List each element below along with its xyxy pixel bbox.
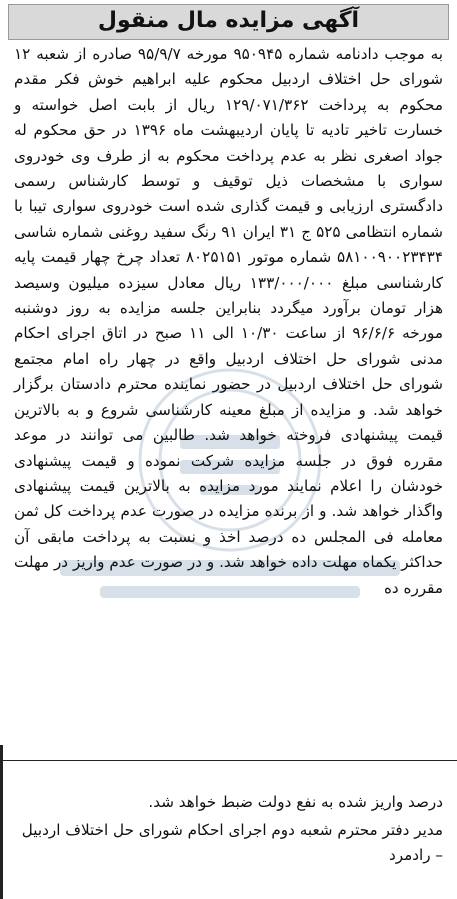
notice-title: آگهی مزایده مال منقول <box>97 8 360 33</box>
notice-body: به موجب دادنامه شماره ۹۵۰۹۴۵ مورخه ۹۵/۹/۷ صادره از شعبه ۱۲ شورای حل اختلاف اردبیل محکوم علیه ابراهیم خوش فکر مقدم محکوم به پرداخت ۱۲۹/۰۷۱/۳۶۲ ریال از بابت اصل خواسته و خسارت تاخیر تادیه تا پایان اردیبهشت ماه ۱۳۹۶ در حق محکوم له جواد اصغری نظر به عدم پرداخت محکوم به از طرف وی خودروی سواری با مشخصات ذیل توقیف و توسط کارشناس رسمی دادگستری ارزیابی و قیمت گذاری شده است خودروی سواری تیبا با شماره انتظامی ۵۲۵ ج ۳۱ ایران ۹۱ رنگ سفید روغنی شماره شاسی ۵۸۱۰۰۹۰۰۲۳۴۳۴ شماره موتور ۸۰۲۵۱۵۱ تعداد چرخ چهار قیمت پایه کارشناسی مبلغ ۱۳۳/۰۰۰/۰۰۰ ریال معادل سیزده میلیون وسیصد هزار تومان برآورد میگردد بنابراین جلسه مزایده به روز دوشنبه مورخه ۹۶/۶/۶ از ساعت ۱۰/۳۰ الی ۱۱ صبح در اتاق اجرای احکام مدنی شورای حل اختلاف اردبیل واقع در چهار راه امام مجتمع شورای حل اختلاف اردبیل در حضور نماینده محترم دادستان برگزار خواهد شد. و مزایده از مبلغ معینه کارشناسی شروع و به بالاترین قیمت پیشنهادی فروخته خواهد شد. طالبین می توانند در موعد مقرره فوق در جلسه مزایده شرکت نموده و قیمت پیشنهادی خودشان را اعلام نمایند مورد مزایده به بالاترین قیمت پیشنهادی واگذار خواهد شد. و از برنده مزایده در صورت عدم پرداخت کل ثمن معامله فی المجلس ده درصد اخذ و نسبت به پرداخت مابقی آن حداکثر یکماه مهلت داده خواهد شد. و در صورت عدم واریز در مهلت مقرره ده <box>14 45 443 597</box>
notice-continuation: درصد واریز شده به نفع دولت ضبط خواهد شد. <box>148 793 443 811</box>
column-rule <box>0 745 3 899</box>
notice-signature: مدیر دفتر محترم شعبه دوم اجرای احکام شورای حل اختلاف اردبیل – رادمرد <box>21 821 443 865</box>
